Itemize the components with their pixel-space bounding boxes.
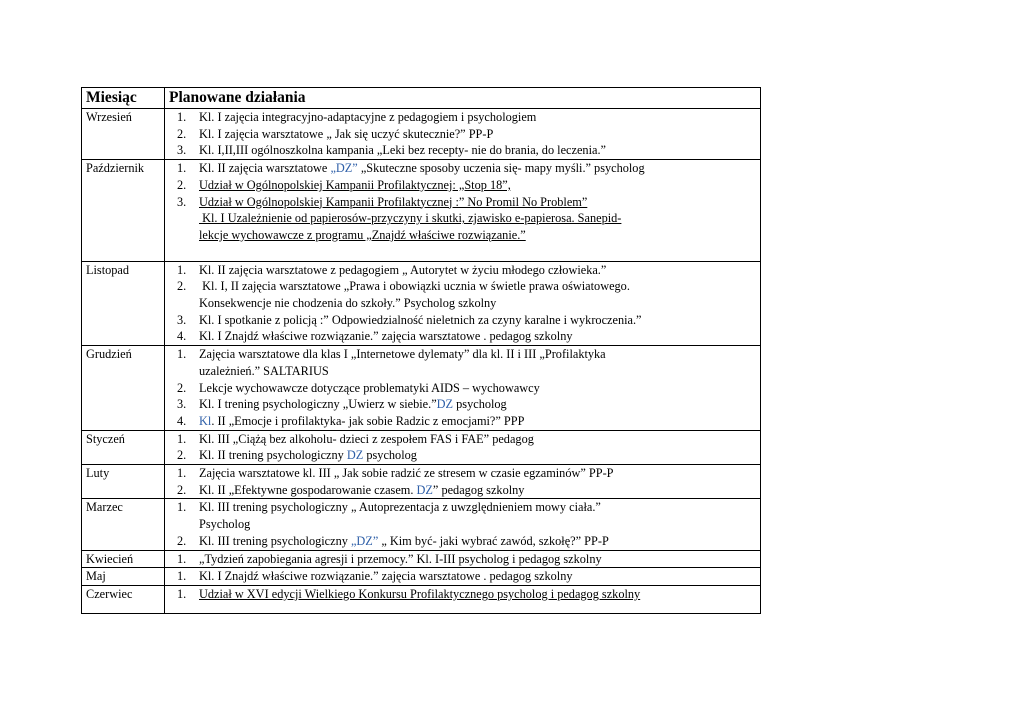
- list-item: 2. Udział w Ogólnopolskiej Kampanii Profilaktycznej: „Stop 18”,: [177, 177, 511, 192]
- header-planned-activities: Planowane działania: [165, 88, 761, 109]
- list-item: 2. Kl. I zajęcia warsztatowe „ Jak się uczyć skutecznie?” PP-P: [177, 126, 494, 141]
- month-cell: Styczeń: [82, 430, 165, 464]
- table-row: [82, 261, 761, 346]
- dz-tag: DZ: [346, 448, 364, 463]
- table-row: [82, 430, 761, 464]
- month-cell: Marzec: [82, 499, 165, 550]
- table-row: [82, 465, 761, 499]
- table-row: [82, 346, 761, 431]
- activities-cell: [165, 465, 761, 499]
- list-item: 2. Kl. III trening psychologiczny „DZ” „ Kim być- jaki wybrać zawód, szkołę?” PP-P: [177, 533, 609, 548]
- activities-cell: [165, 160, 761, 262]
- month-cell: Czerwiec: [82, 585, 165, 613]
- list-item: 2. Kl. II „Efektywne gospodarowanie czasem. DZ” pedagog szkolny: [177, 482, 525, 497]
- list-item: 1. Kl. I zajęcia integracyjno-adaptacyjne z pedagogiem i psychologiem: [177, 110, 537, 124]
- dz-tag: DZ: [436, 397, 454, 412]
- activities-cell: [165, 568, 761, 586]
- list-item: 1. Zajęcia warsztatowe dla klas I „Internetowe dylematy” dla kl. II i III „Profilaktyka uzależnień.” SALTARIUS: [177, 347, 606, 378]
- table-row: [82, 499, 761, 550]
- month-cell: Luty: [82, 465, 165, 499]
- table-row: [82, 160, 761, 262]
- list-item: 2. Kl. I, II zajęcia warsztatowe „Prawa i obowiązki ucznia w świetle prawa oświatowego. Konsekwencje nie chodzenia do szkoły.” Psycholog szkolny: [177, 279, 630, 311]
- list-item: 3. Kl. I spotkanie z policją :” Odpowiedzialność nieletnich za czyny karalne i wykroczenia.”: [177, 312, 642, 327]
- list-item: 1. Kl. II zajęcia warsztatowe „DZ” „Skuteczne sposoby uczenia się- mapy myśli.” psycholog: [177, 161, 645, 176]
- list-item: 1. Kl. II zajęcia warsztatowe z pedagogiem „ Autorytet w życiu młodego człowieka.”: [177, 262, 607, 277]
- list-item: 3. Udział w Ogólnopolskiej Kampanii Profilaktycznej :” No Promil No Problem” Kl. I Uzależnienie od papierosów-przyczyny i skutki, zjawisko e-papierosa. Sanepid- lekcje wychowawcze z programu „Znajdź właściwe rozwiązanie.”: [199, 194, 760, 244]
- list-item: 4. Kl. II „Emocje i profilaktyka- jak sobie Radzic z emocjami?” PPP: [177, 413, 525, 428]
- table-row: [82, 109, 761, 160]
- list-item: 1. Kl. III „Ciążą bez alkoholu- dzieci z zespołem FAS i FAE” pedagog: [177, 431, 534, 446]
- extra-line: lekcje wychowawcze z programu „Znajdź właściwe rozwiązanie.”: [199, 227, 526, 242]
- activities-cell: [165, 585, 761, 613]
- activities-cell: [165, 499, 761, 550]
- table-row: [82, 585, 761, 613]
- list-item: 2. Kl. II trening psychologiczny DZ psycholog: [177, 448, 417, 463]
- month-cell: Wrzesień: [82, 109, 165, 160]
- list-item: 2. Lekcje wychowawcze dotyczące problematyki AIDS – wychowawcy: [177, 380, 540, 395]
- list-item: 4. Kl. I Znajdź właściwe rozwiązanie.” zajęcia warsztatowe . pedagog szkolny: [177, 329, 573, 344]
- month-cell: Kwiecień: [82, 550, 165, 568]
- extra-line: Kl. I Uzależnienie od papierosów-przyczyny i skutki, zjawisko e-papierosa. Sanepid-: [199, 211, 622, 226]
- list-item: 1. Kl. III trening psychologiczny „ Autoprezentacja z uwzględnieniem mowy ciała.” Psycholog: [177, 500, 601, 532]
- dz-tag: „DZ”: [350, 533, 379, 548]
- activities-cell: [165, 261, 761, 346]
- activities-cell: [165, 430, 761, 464]
- list-item: 3. Kl. I,II,III ogólnoszkolna kampania „Leki bez recepty- nie do brania, do leczenia.”: [177, 143, 606, 158]
- activity-plan-table: [81, 87, 761, 614]
- list-item: 1. Udział w XVI edycji Wielkiego Konkursu Profilaktycznego psycholog i pedagog szkolny: [177, 586, 641, 601]
- activities-cell: [165, 550, 761, 568]
- list-item: 1. Kl. I Znajdź właściwe rozwiązanie.” zajęcia warsztatowe . pedagog szkolny: [177, 569, 573, 584]
- list-item: 1. „Tydzień zapobiegania agresji i przemocy.” Kl. I-III psycholog i pedagog szkolny: [177, 551, 602, 566]
- list-item: 1. Zajęcia warsztatowe kl. III „ Jak sobie radzić ze stresem w czasie egzaminów” PP-P: [177, 466, 614, 481]
- table-row: [82, 568, 761, 586]
- dz-tag: DZ: [416, 482, 433, 497]
- activities-cell: [165, 346, 761, 431]
- activities-cell: [165, 109, 761, 160]
- dz-tag: „DZ”: [330, 161, 358, 176]
- table-header-row: [82, 88, 761, 109]
- month-cell: Grudzień: [82, 346, 165, 431]
- month-cell: Październik: [82, 160, 165, 262]
- list-item: 3. Kl. I trening psychologiczny „Uwierz w siebie.”DZ psycholog: [177, 397, 507, 412]
- month-cell: Listopad: [82, 261, 165, 346]
- header-month: Miesiąc: [82, 88, 165, 109]
- month-cell: Maj: [82, 568, 165, 586]
- table-row: [82, 550, 761, 568]
